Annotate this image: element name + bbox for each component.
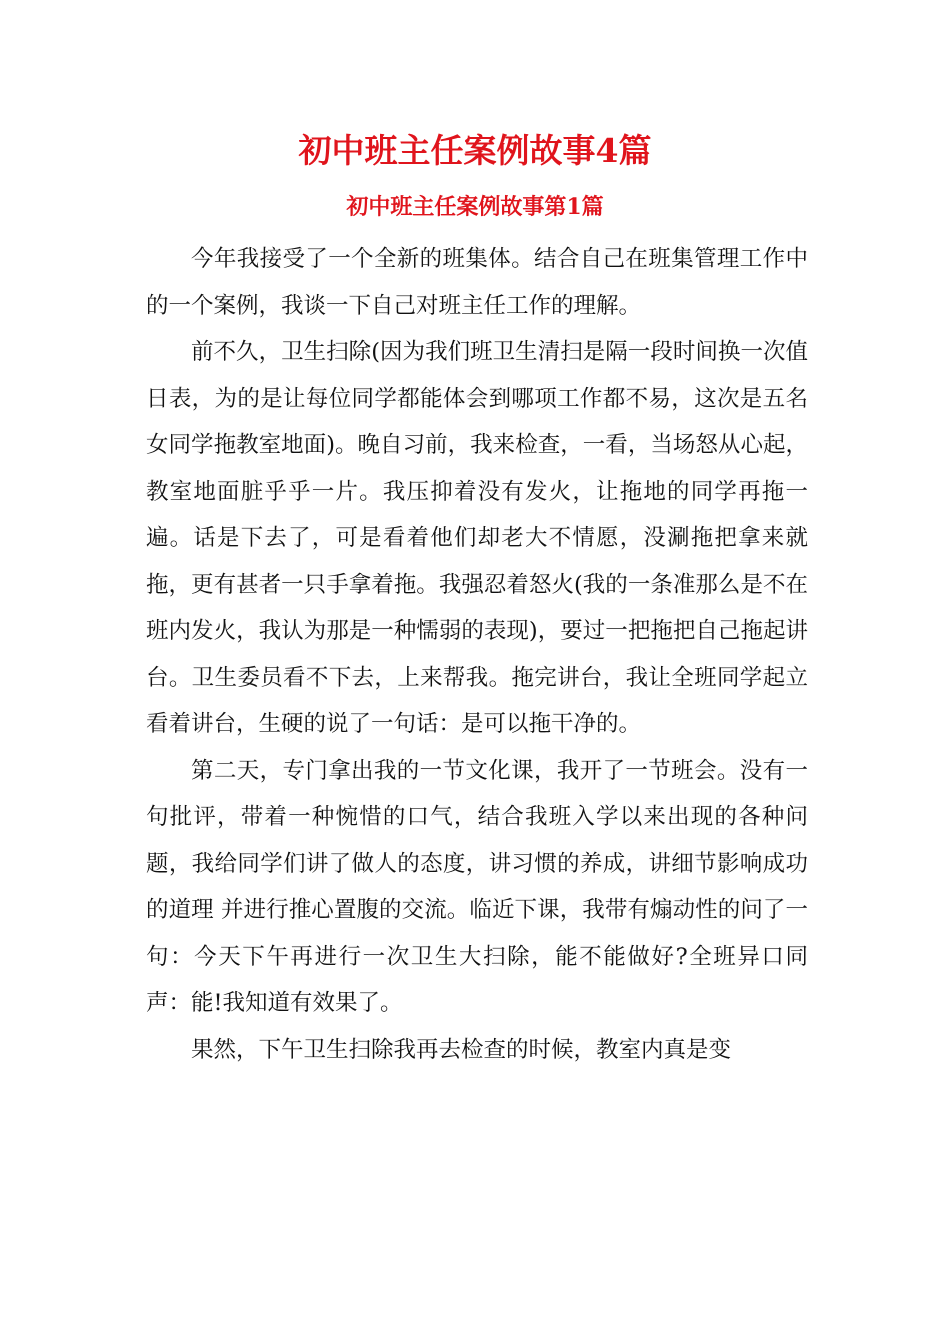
document-title: 初中班主任案例故事4篇 [298,131,652,170]
paragraph: 果然，下午卫生扫除我再去检查的时候，教室内真是变 [191,1036,732,1063]
paragraph: 前不久，卫生扫除(因为我们班卫生清扫是隔一段时间换一次值日表，为的是让每位同学都能体会到哪项工作都不易，这次是五名女同学拖教室地面)。晚自习前，我来检查，一看，当场怒从心起，教室地面脏乎乎一片。我压抑着没有发火，让拖地的同学再拖一遍。话是下去了，可是看着他们却老大不情愿，没涮拖把拿来就拖，更有甚者一只手拿着拖。我强忍着怒火(我的一条准那么是不在班内发火，我认为那是一种懦弱的表现)，要过一把拖把自己拖起讲台。卫生委员看不下去，上来帮我。拖完讲台，我让全班同学起立看着讲台，生硬的说了一句话：是可以拖干净的。 [146,339,808,737]
paragraph: 今年我接受了一个全新的班集体。结合自己在班集管理工作中的一个案例，我谈一下自己对班主任工作的理解。 [146,246,808,319]
paragraph: 第二天，专门拿出我的一节文化课，我开了一节班会。没有一句批评，带着一种惋惜的口气，结合我班入学以来出现的各种问题，我给同学们讲了做人的态度，讲习惯的养成，讲细节影响成功的道理 并进行推心置腹的交流。临近下课，我带有煽动性的问了一句：今天下午再进行一次卫生大扫除，能不能做好?全班异口同声：能!我知道有效果了。 [146,757,808,1016]
document-subtitle: 初中班主任案例故事第1篇 [346,194,604,220]
document-body [146,236,808,1073]
